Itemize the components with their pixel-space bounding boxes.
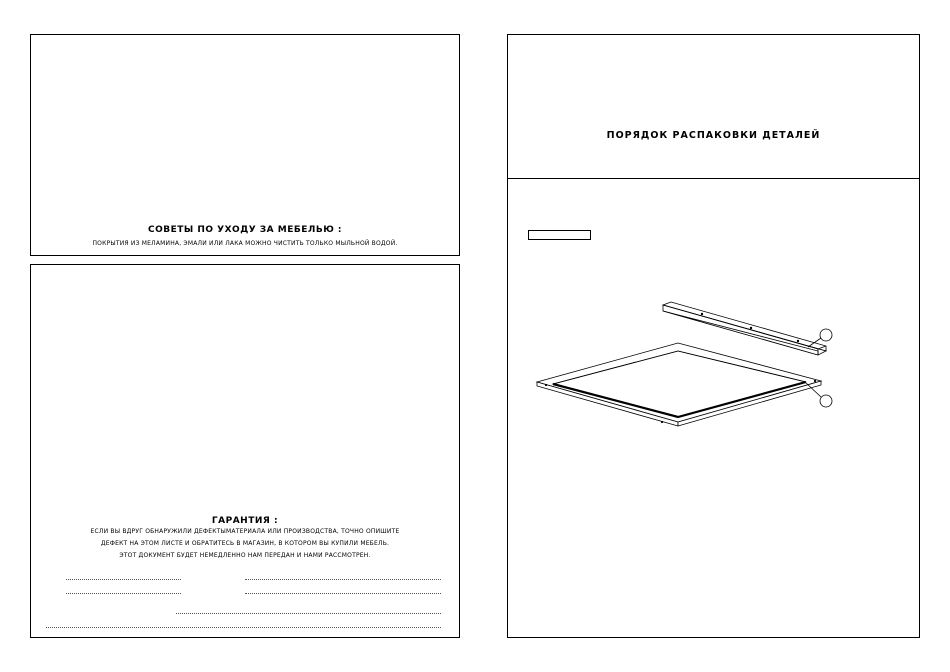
dotted-field bbox=[66, 593, 181, 594]
parts-drawing bbox=[508, 35, 921, 639]
care-text: ПОКРЫТИЯ ИЗ МЕЛАМИНА, ЭМАЛИ ИЛИ ЛАКА МОЖНО ЧИСТИТЬ ТОЛЬКО МЫЛЬНОЙ ВОДОЙ. bbox=[92, 240, 398, 247]
callout-2 bbox=[820, 395, 832, 407]
care-title: СОВЕТЫ ПО УХОДУ ЗА МЕБЕЛЬЮ : bbox=[147, 225, 343, 235]
warranty-line-3: ЭТОТ ДОКУМЕНТ БУДЕТ НЕМЕДЛЕННО НАМ ПЕРЕДАН И НАМИ РАССМОТРЕН. bbox=[119, 552, 371, 559]
unpack-panel bbox=[507, 34, 920, 638]
dotted-field bbox=[245, 579, 441, 580]
dotted-field bbox=[245, 593, 441, 594]
dotted-field bbox=[66, 579, 181, 580]
care-panel bbox=[30, 34, 460, 256]
callout-1 bbox=[820, 329, 832, 341]
warranty-line-2: ДЕФЕКТ НА ЭТОМ ЛИСТЕ И ОБРАТИТЕСЬ В МАГАЗИН, В КОТОРОМ ВЫ КУПИЛИ МЕБЕЛЬ. bbox=[100, 540, 390, 547]
dotted-field bbox=[176, 613, 441, 614]
unpack-title: ПОРЯДОК РАСПАКОВКИ ДЕТАЛЕЙ bbox=[606, 130, 821, 141]
warranty-panel bbox=[30, 264, 460, 638]
dotted-field bbox=[46, 627, 441, 628]
warranty-line-1: ЕСЛИ ВЫ ВДРУГ ОБНАРУЖИЛИ ДЕФЕКТЫМАТЕРИАЛА ИЛИ ПРОИЗВОДСТВА, ТОЧНО ОПИШИТЕ bbox=[90, 528, 400, 535]
board-top bbox=[663, 302, 826, 351]
warranty-title: ГАРАНТИЯ : bbox=[211, 516, 279, 526]
